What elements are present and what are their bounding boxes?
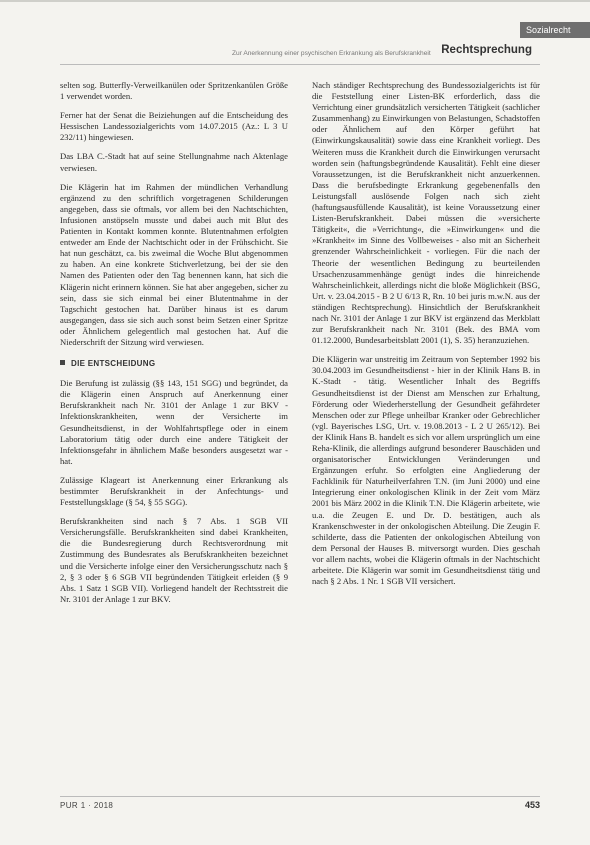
section-heading-text: DIE ENTSCHEIDUNG <box>71 359 156 369</box>
paragraph: selten sog. Butterfly-Verweilkanülen oder Spritzenkanülen Größe 1 verwendet worden. <box>60 80 288 102</box>
left-column <box>60 80 288 613</box>
top-rule <box>0 0 590 2</box>
running-header <box>232 44 532 62</box>
paragraph: Zulässige Klageart ist Anerkennung einer Erkrankung als bestimmter Berufskrankheit in der Anfechtungs- und Feststellungsklage (§ 54, § 55 SGG). <box>60 474 288 508</box>
paragraph: Berufskrankheiten sind nach § 7 Abs. 1 SGB VII Versicherungsfälle. Berufskrankheiten sind dabei Krankheiten, die die Bundesregierung durch Rechtsverordnung mit Zustimmung des Bundesrates als Berufskrankheiten bezeichnet und die Versicherte infolge einer den Versicherungsschutz nach § 2, § 3 oder § 6 SGB VII begründenden Tätigkeit erleiden (§ 9 Abs. 1 Satz 1 SGB VII). Vorliegend handelt der Rechtsstreit die Nr. 3101 der Anlage 1 zur BKV. <box>60 516 288 604</box>
paragraph: Ferner hat der Senat die Beiziehungen auf die Entscheidung des Hessischen Landessozialgerichts vom 14.07.2015 (Az.: L 3 U 232/11) hingewiesen. <box>60 110 288 143</box>
paragraph: Die Klägerin hat im Rahmen der mündlichen Verhandlung ergänzend zu den schriftlich vorgetragenen Schilderungen angegeben, dass sie oftmals, vor allem bei den Nachtschichten, Infusionen anstöpseln musste und dabei auch mit Blut des Patienten in Kontakt kommen konnte. Blutentnahmen erfolgten entweder am Ende der Nachtschicht oder in der Frühschicht. Sie hat nun geschätzt, ca. bis zweimal die Woche Blut abgenommen zu haben. An eine konkrete Stichverletzung, bei der sie den Namen des Patienten oder den Tag benennen kann, hat sich die Klägerin nicht erinnern können. Sie hat aber angegeben, sicher zu sein, dass sie sich einmal bei einer Blutentnahme in der Tagschicht gestochen hat. Darüber hinaus ist es darum ausgegangen, dass sie sich auch sonst beim Setzen einer Spritze oder Ähnlichem gelegentlich mal gestochen hat. Auf die Niederschrift der Sitzung wird verwiesen. <box>60 181 288 347</box>
running-header-title: Rechtsprechung <box>441 44 532 56</box>
page-number: 453 <box>524 800 540 810</box>
square-bullet-icon <box>60 360 65 365</box>
header-divider <box>60 64 540 65</box>
right-column <box>312 80 540 595</box>
paragraph: Die Berufung ist zulässig (§§ 143, 151 SGG) und begründet, da die Klägerin einen Anspruch auf Anerkennung einer Berufskrankheit nach Nr. 3101 der Anlage 1 zur BKV - Infektionskrankheiten, wenn der Versicherte im Gesundheitsdienst, in der Wohlfahrtspflege oder in einem Laboratorium tätig oder durch eine andere Tätigkeit der Infektionsgefahr in ähnlichem Maße besonders ausgesetzt war - hat. <box>60 378 288 466</box>
paragraph: Das LBA C.-Stadt hat auf seine Stellungnahme nach Aktenlage verwiesen. <box>60 151 288 173</box>
journal-footer: PUR 1 · 2018 <box>60 801 114 810</box>
section-heading <box>60 358 288 369</box>
paragraph: Nach ständiger Rechtsprechung des Bundessozialgerichts ist für die Feststellung einer Listen-BK erforderlich, dass die Verrichtung einer grundsätzlich versicherten Tätigkeit (sachlicher Zusammenhang) zu Einwirkungen von Belastungen, Schadstoffen oder Ähnlichem auf den Körper geführt hat (Einwirkungskausalität) sowie dass eine Krankheit vorliegt. Des Weiteren muss die Krankheit durch die Einwirkungen verursacht worden sein (haftungsbegründende Kausalität). Fehlt eine dieser Voraussetzungen, ist die Berufskrankheit nicht anzuerkennen. Dass die berufsbedingte Erkrankung gegebenenfalls den Leistungsfall auslösende Folgen nach sich zieht (haftungsausfüllende Kausalität), ist keine Voraussetzung einer Listen-Berufskrankheit. Dabei müssen die »versicherte Tätigkeit«, die »Verrichtung«, die »Einwirkungen« und die »Krankheit« im Sinne des Vollbeweises - also mit an Sicherheit grenzender Wahrscheinlichkeit - vorliegen. Für die nach der Theorie der wesentlichen Bedingung zu beurteilenden Ursachenzusammenhänge genügt indes die hinreichende Wahrscheinlichkeit, allerdings nicht die bloße Möglichkeit (BSG, Urt. v. 23.04.2015 - B 2 U 6/13 R, Rn. 10 bei juris m.w.N. aus der ständigen Rechtsprechung). Hinsichtlich der Berufskrankheit nach Nr. 3101 der Anlage 1 zur BKV ist ergänzend das Merkblatt zur Berufskrankheit nach Nr. 3101 (Bek. des BMA vom 01.12.2000, Bundesarbeitsblatt 2001 (1), S. 35) heranzuziehen. <box>312 80 540 346</box>
paragraph: Die Klägerin war unstreitig im Zeitraum von September 1992 bis 30.04.2003 im Gesundheitsdienst - hier in der Klinik Hans B. in K.-Stadt - tätig. Wesentlicher Inhalt des Begriffs Gesundheitsdienst ist der Dienst am Menschen zur Erhaltung, Förderung oder Wiederherstellung der Gesundheit gefährdeter Menschen oder zur Pflege unheilbar Kranker oder Gebrechlicher (vgl. Bayerisches LSG, Urt. v. 19.08.2013 - L 2 U 265/12). Bei der Klinik Hans B. handelt es sich vor allem ursprünglich um eine Reha-Klinik, die allerdings aufgrund besonderer Bauschäden und organisatorischer Entwicklungen Veränderungen und Ergänzungen erfuhr. So erfolgten eine Angliederung der Fachklinik für Naturheilverfahren T.N. (im Juni 2000) und eine Integrierung einer onkologischen Klinik in der Zeit vom März 2001 bis März 2002 in die Klinik T.N. Die Klägerin arbeitete, wie u.a. die Zeugen E. und Dr. D. bestätigen, auch als Krankenschwester in der onkologischen Abteilung. Die Zeugin F. schilderte, dass die Patienten der onkologischen Abteilung von dem Personal der Hauses B. mitversorgt wurden. Dies geschah vor allem nachts, wobei die Klägerin oftmals in der Nachtschicht arbeitete. Die Klägerin war somit im Gesundheitsdienst tätig und nach § 2 Abs. 1 Nr. 1 SGB VII versichert. <box>312 354 540 587</box>
footer-divider <box>60 796 540 797</box>
running-header-subtitle: Zur Anerkennung einer psychischen Erkrankung als Berufskrankheit <box>232 50 431 57</box>
section-tab: Sozialrecht <box>520 22 590 38</box>
